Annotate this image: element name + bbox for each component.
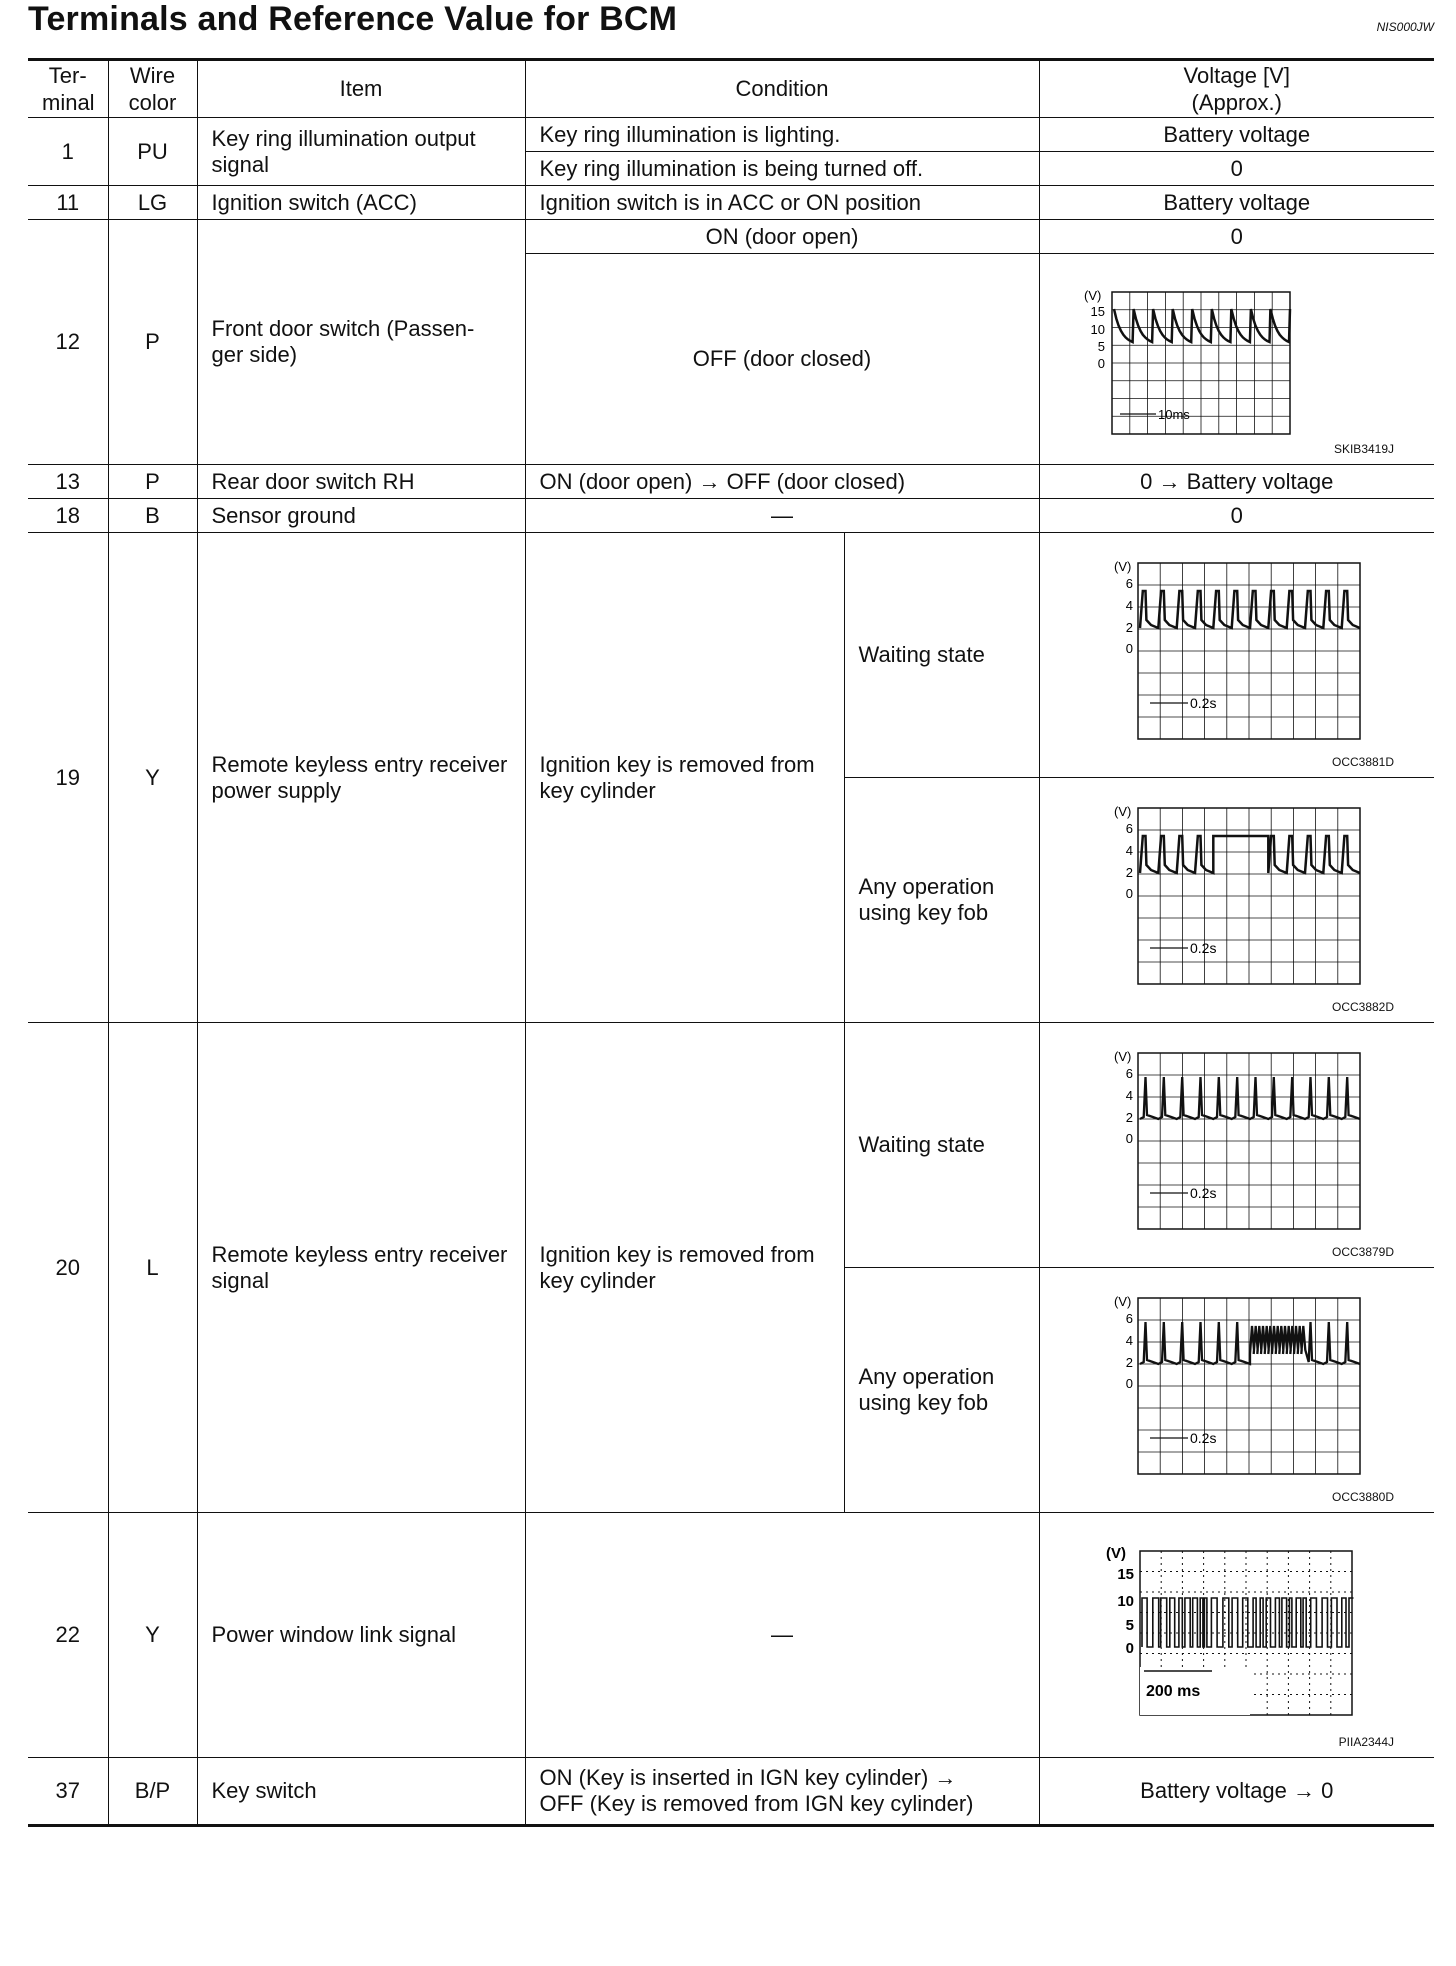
voltage-cell: 0: [1039, 499, 1434, 533]
condition-cell: Ignition switch is in ACC or ON position: [525, 186, 1039, 220]
terminal-cell: 18: [28, 499, 108, 533]
waveform-chart: [1040, 778, 1435, 1022]
waveform-chart: [1040, 1023, 1435, 1267]
y-unit: (V): [1083, 288, 1101, 303]
item-cell: Ignition switch (ACC): [197, 186, 525, 220]
timebase-label: 200 ms: [1145, 1683, 1200, 1700]
y-tick-label: 2: [1125, 865, 1133, 880]
figure-code: OCC3882D: [1331, 1000, 1395, 1014]
terminal-cell: 12: [28, 220, 108, 465]
terminal-cell: 20: [28, 1023, 108, 1513]
wire-color-cell: B/P: [108, 1758, 197, 1826]
condition-cell: —: [525, 499, 1039, 533]
header-voltage: [1039, 60, 1434, 118]
wire-color-cell: PU: [108, 118, 197, 186]
state-line-1: Any operation: [858, 1364, 995, 1389]
voltage-cell: Battery voltage: [1039, 186, 1434, 220]
voltage-cell: Battery voltage → 0: [1039, 1758, 1434, 1826]
y-tick-label: 0: [1125, 1131, 1133, 1146]
item-cell: [197, 220, 525, 465]
y-tick-label: 4: [1125, 1088, 1133, 1103]
y-tick-label: 4: [1125, 843, 1133, 858]
header-voltage-1: Voltage [V]: [1183, 62, 1290, 88]
y-tick-label: 2: [1125, 1355, 1133, 1370]
wire-color-cell: P: [108, 465, 197, 499]
header-terminal: [28, 60, 108, 118]
header-condition: Condition: [525, 60, 1039, 118]
wire-color-cell: Y: [108, 1513, 197, 1758]
y-tick-label: 15: [1090, 304, 1105, 319]
header-wire-color: [108, 60, 197, 118]
table-row: [28, 220, 1434, 254]
voltage-cell: Battery voltage: [1039, 118, 1434, 152]
item-cell: Remote keyless entry receiver power supply: [197, 533, 525, 1023]
timebase-label: 0.2s: [1189, 1430, 1216, 1446]
y-tick-label: 5: [1125, 1617, 1134, 1634]
timebase-label: 0.2s: [1189, 695, 1216, 711]
table-row: [28, 118, 1434, 152]
waveform-cell: [1039, 1023, 1434, 1268]
waveform-cell: [1039, 254, 1434, 465]
y-tick-label: 2: [1125, 620, 1133, 635]
timebase-label: 10ms: [1157, 407, 1190, 422]
table-row: [28, 186, 1434, 220]
waveform-cell: [1039, 533, 1434, 778]
state-cell: [844, 778, 1039, 1023]
wire-color-cell: Y: [108, 533, 197, 1023]
condition-cell: Key ring illumination is being turned off.: [525, 152, 1039, 186]
y-tick-label: 0: [1125, 641, 1133, 656]
item-cell: Remote keyless entry receiver signal: [197, 1023, 525, 1513]
y-unit: (V): [1113, 804, 1131, 819]
state-cell: Waiting state: [844, 1023, 1039, 1268]
condition-cell: ON (door open) → OFF (door closed): [525, 465, 1039, 499]
y-tick-label: 0: [1125, 886, 1133, 901]
table-row: [28, 1023, 1434, 1268]
item-cell: Key ring illumination output signal: [197, 118, 525, 186]
condition-cell: OFF (door closed): [525, 254, 1039, 465]
item-line-1: Front door switch (Passen-: [211, 316, 475, 341]
y-tick-label: 4: [1125, 1333, 1133, 1348]
y-unit: (V): [1105, 1545, 1126, 1562]
condition-line-2: OFF (Key is removed from IGN key cylinder): [539, 1791, 974, 1816]
item-cell: Rear door switch RH: [197, 465, 525, 499]
figure-code: OCC3879D: [1331, 1245, 1395, 1259]
timebase-label: 0.2s: [1189, 1185, 1216, 1201]
y-unit: (V): [1113, 1294, 1131, 1309]
document-code: NIS000JW: [1376, 20, 1434, 34]
y-tick-label: 6: [1125, 576, 1133, 591]
figure-code: SKIB3419J: [1333, 442, 1395, 456]
page-title: Terminals and Reference Value for BCM: [28, 0, 678, 38]
y-tick-label: 5: [1097, 339, 1105, 354]
voltage-cell: 0: [1039, 152, 1434, 186]
wire-color-cell: B: [108, 499, 197, 533]
waveform-chart: [1040, 533, 1435, 777]
waveform-cell: [1039, 1268, 1434, 1513]
y-unit: (V): [1113, 1049, 1131, 1064]
state-cell: [844, 1268, 1039, 1513]
y-tick-label: 6: [1125, 1311, 1133, 1326]
waveform-chart: [1040, 1513, 1435, 1757]
table-row: [28, 533, 1434, 778]
y-tick-label: 2: [1125, 1110, 1133, 1125]
y-tick-label: 10: [1090, 322, 1105, 337]
item-cell: Power window link signal: [197, 1513, 525, 1758]
header-wire-1: Wire: [129, 62, 176, 88]
y-unit: (V): [1113, 559, 1131, 574]
item-cell: Sensor ground: [197, 499, 525, 533]
terminal-cell: 13: [28, 465, 108, 499]
figure-code: OCC3881D: [1331, 755, 1395, 769]
y-tick-label: 6: [1125, 1066, 1133, 1081]
voltage-cell: 0 → Battery voltage: [1039, 465, 1434, 499]
table-row: [28, 499, 1434, 533]
header-voltage-2: (Approx.): [1191, 90, 1282, 115]
terminal-cell: 19: [28, 533, 108, 1023]
y-tick-label: 10: [1116, 1593, 1134, 1610]
state-line-1: Any operation: [858, 874, 995, 899]
voltage-cell: 0: [1039, 220, 1434, 254]
figure-code: PIIA2344J: [1338, 1735, 1395, 1749]
waveform-chart: [1040, 1268, 1435, 1512]
condition-cell: Ignition key is removed from key cylinder: [525, 1023, 844, 1513]
y-tick-label: 0: [1125, 1640, 1134, 1657]
figure-code: OCC3880D: [1331, 1490, 1395, 1504]
state-cell: Waiting state: [844, 533, 1039, 778]
waveform-cell: [1039, 778, 1434, 1023]
condition-cell: Ignition key is removed from key cylinder: [525, 533, 844, 1023]
condition-cell: Key ring illumination is lighting.: [525, 118, 1039, 152]
terminal-cell: 11: [28, 186, 108, 220]
wire-color-cell: LG: [108, 186, 197, 220]
condition-cell: —: [525, 1513, 1039, 1758]
terminal-cell: 22: [28, 1513, 108, 1758]
y-tick-label: 15: [1116, 1566, 1134, 1583]
condition-cell: ON (door open): [525, 220, 1039, 254]
item-line-2: ger side): [211, 342, 298, 367]
table-row: [28, 1758, 1434, 1826]
y-tick-label: 6: [1125, 821, 1133, 836]
y-tick-label: 0: [1097, 356, 1105, 371]
y-tick-label: 4: [1125, 598, 1133, 613]
header-terminal-1: Ter-: [48, 62, 87, 88]
header-wire-2: color: [128, 90, 177, 115]
header-row: [28, 60, 1434, 118]
item-cell: Key switch: [197, 1758, 525, 1826]
state-line-2: using key fob: [858, 900, 989, 925]
terminal-cell: 1: [28, 118, 108, 186]
table-row: [28, 1513, 1434, 1758]
header-terminal-2: minal: [42, 90, 95, 115]
wire-color-cell: P: [108, 220, 197, 465]
state-line-2: using key fob: [858, 1390, 989, 1415]
condition-line-1: ON (Key is inserted in IGN key cylinder) →: [539, 1765, 957, 1790]
terminal-cell: 37: [28, 1758, 108, 1826]
table-row: [28, 465, 1434, 499]
timebase-label: 0.2s: [1189, 940, 1216, 956]
bcm-terminal-table: [28, 58, 1434, 1827]
condition-cell: [525, 1758, 1039, 1826]
wire-color-cell: L: [108, 1023, 197, 1513]
waveform-chart: [1040, 254, 1435, 464]
waveform-cell: [1039, 1513, 1434, 1758]
y-tick-label: 0: [1125, 1376, 1133, 1391]
header-item: Item: [197, 60, 525, 118]
